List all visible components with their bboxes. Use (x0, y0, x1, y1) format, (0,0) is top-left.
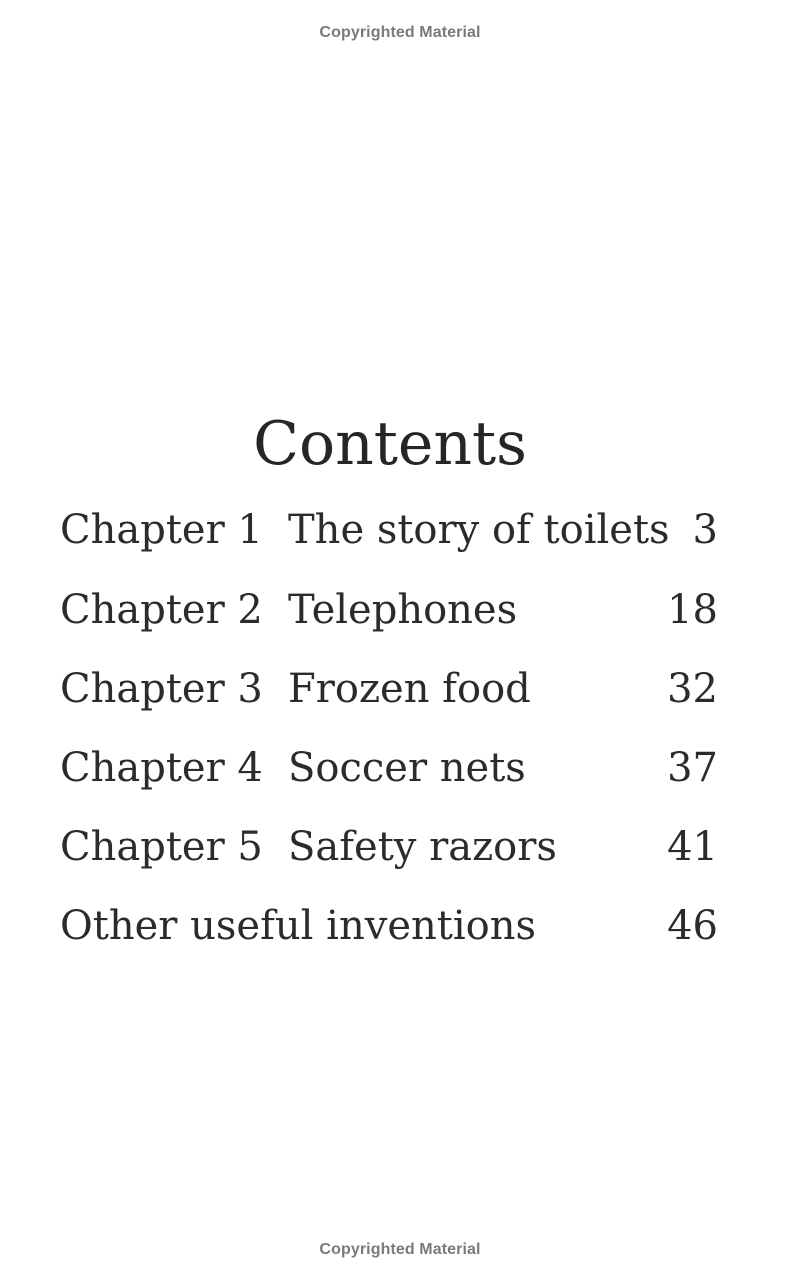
chapter-label: Chapter 2 (60, 587, 263, 633)
toc-entry-extra (0, 896, 800, 956)
page-number: 32 (667, 666, 718, 712)
toc-entry (0, 580, 800, 640)
chapter-title: Telephones (288, 587, 518, 633)
page-number: 37 (667, 745, 718, 791)
page-number: 3 (692, 507, 718, 553)
toc-entry (0, 659, 800, 719)
page-number: 46 (667, 903, 718, 949)
chapter-title: Safety razors (288, 824, 557, 870)
page-number: 18 (667, 587, 718, 633)
copyright-watermark-bottom: Copyrighted Material (319, 1241, 481, 1258)
chapter-label: Chapter 1 (60, 507, 263, 553)
chapter-title: Frozen food (288, 666, 531, 712)
page-title: Contents (253, 409, 527, 480)
toc-entry (0, 738, 800, 798)
toc-entry (0, 500, 800, 560)
page-number: 41 (667, 824, 718, 870)
chapter-label: Chapter 3 (60, 666, 263, 712)
chapter-title: The story of toilets (288, 507, 670, 553)
toc-entry (0, 817, 800, 877)
chapter-label: Chapter 4 (60, 745, 263, 791)
chapter-title: Soccer nets (288, 745, 526, 791)
chapter-label: Chapter 5 (60, 824, 263, 870)
copyright-watermark-top: Copyrighted Material (319, 24, 481, 41)
section-title: Other useful inventions (60, 903, 536, 949)
